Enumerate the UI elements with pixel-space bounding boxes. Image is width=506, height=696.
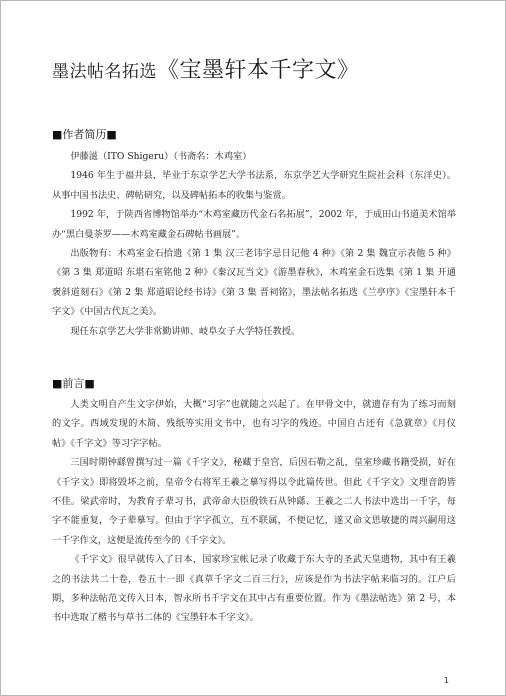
preface-paragraph: 人类文明自产生文字伊始，大概“习字”也就随之兴起了。在甲骨文中，就遗存有为了练习而刻的文字。西域发现的木简、残纸等实用文书中，也有习字的残迹。中国自古还有《急就章》《月仪帖》《千字文》等习字字帖。 bbox=[52, 399, 456, 449]
author-paragraph: 1946 年生于福井县，毕业于东京学艺大学书法系，东京学艺大学研究生院社会科（东洋史）。从事中国书法史、碑帖研究，以及碑帖拓本的收集与鉴赏。 bbox=[52, 170, 456, 201]
preface-section-heading: ■前言■ bbox=[52, 377, 95, 390]
page-title bbox=[52, 57, 472, 86]
page-number: 1 bbox=[443, 676, 449, 685]
author-section-heading: ■作者简历■ bbox=[52, 128, 117, 141]
author-paragraph: 现任东京学艺大学非常勤讲师、岐阜女子大学特任教授。 bbox=[70, 325, 301, 337]
author-section-body bbox=[52, 147, 456, 341]
preface-paragraph: 《千字文》很早就传入了日本，国家珍宝帐记录了收藏于东大寺的圣武天皇遗物，其中有王羲之的书法共二十卷，卷五十一即《真草千字文二百三行》，应该是作为书法字帖来临习的。江户后期，多种法帖范文传入日本，智永所书千字文在其中占有重要位置。作为《墨法帖选》第 2 号，本书中选取了楷书与草书二体的《宝墨轩本千字文》。 bbox=[52, 554, 456, 624]
author-name: 伊藤滋（ITO Shigeru）（书斋名：木鸡室） bbox=[70, 151, 252, 162]
preface-section-body bbox=[52, 395, 456, 628]
title-main: 《宝墨轩本千字文》 bbox=[157, 58, 360, 83]
author-paragraph: 出版物有：木鸡室金石拾遗《第 1 集 汉三老讳字忌日记他 4 种》《第 2 集 魏宣示表他 5 种》《第 3 集 郑道昭 东堪石室铭他 2 种》《秦汉瓦当文》《游墨春秋》，木鸡室金石选集《第 1 集 开通褒斜道刻石》《第 2 集 郑道昭论经书诗》《第 3 集 晋祠铭》，墨法帖名拓选《兰亭序》《宝墨轩本千字文》《中国古代瓦之美》。 bbox=[52, 248, 456, 318]
title-prefix: 墨法帖名拓选 bbox=[52, 62, 157, 82]
author-paragraph: 1992 年，于陕西省博物馆举办“木鸡室藏历代金石名拓展”，2002 年，于成田山书道美术馆举办“黑白曼荼罗——木鸡室藏金石碑帖书画展”。 bbox=[52, 209, 456, 240]
preface-paragraph: 三国时期钟繇曾撰写过一篇《千字文》，秘藏于皇宫，后因石勒之乱，皇室珍藏书籍受损，好在《千字文》即将毁坏之前，皇帝令右将军王羲之摹写得以令此篇传世。但此《千字文》文理音韵皆不佳。梁武帝时，为教育子辈习书，武帝命大臣殷铁石从钟繇、王羲之二人书法中选出一千字，每字不能重复，令子辈摹写。但由于字字孤立，互不联属，不便记忆，遂又命文思敏捷的周兴嗣用这一千字作文，这便是流传至今的《千字文》。 bbox=[52, 457, 456, 546]
